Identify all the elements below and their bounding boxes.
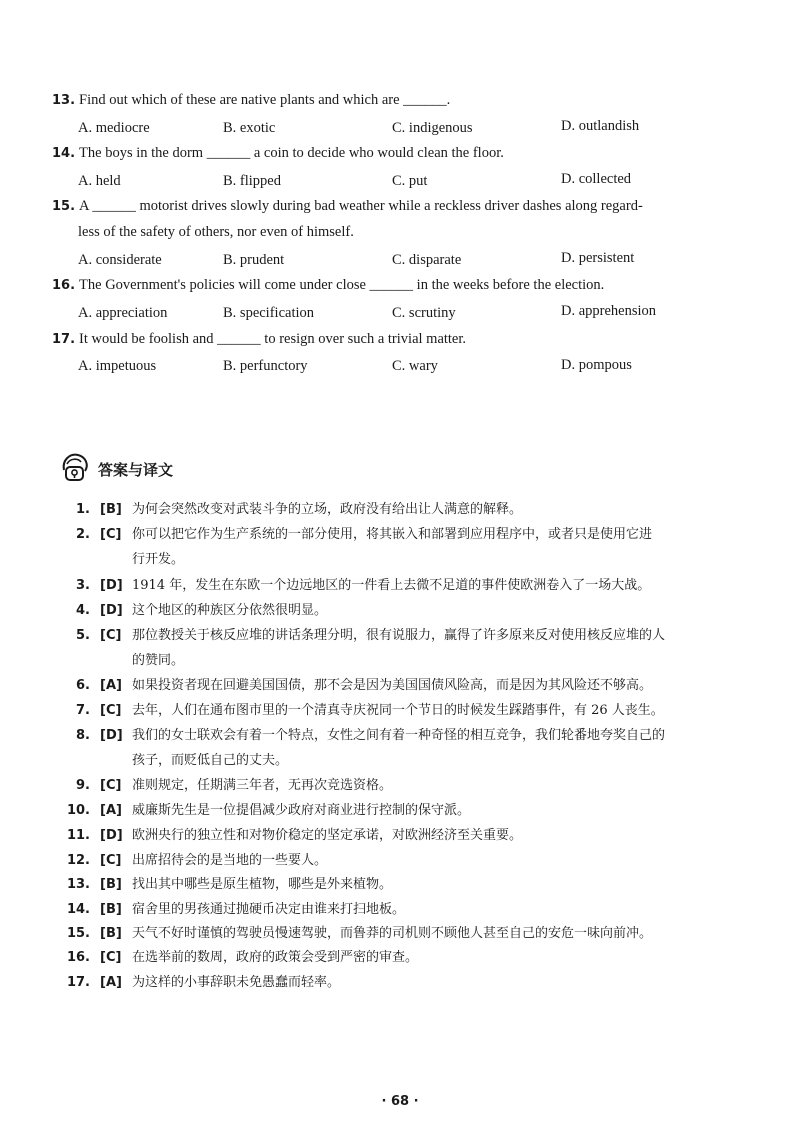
answer-item: 10. [A] 威廉斯先生是一位提倡减少政府对商业进行控制的保守派。 <box>66 803 471 818</box>
option-d: D. apprehension <box>561 303 657 319</box>
answer-continuation: 行开发。 <box>132 552 185 567</box>
question-text-continuation: less of the safety of others, nor even of himself. <box>78 224 354 240</box>
option-a: A. appreciation <box>78 305 168 321</box>
option-c: C. disparate <box>392 252 462 268</box>
question-13 <box>52 92 450 109</box>
option-a: A. mediocre <box>78 120 150 136</box>
option-b: B. perfunctory <box>223 358 308 374</box>
option-a: A. held <box>78 173 121 189</box>
question-text: It would be foolish and ______ to resign over such a trivial matter. <box>79 331 467 347</box>
option-c: C. scrutiny <box>392 305 456 321</box>
question-number: 17. <box>52 332 76 347</box>
answer-item: 8. [D] 我们的女士联欢会有着一个特点，女性之间有着一种奇怪的相互竞争，我们轮番地夸奖自己的 <box>76 728 666 743</box>
answer-item: 15. [B] 天气不好时谨慎的驾驶员慢速驾驶，而鲁莽的司机则不顾他人甚至自己的安危一味向前冲。 <box>66 926 653 941</box>
section-title: 答案与译文 <box>98 460 174 479</box>
answer-item: 3. [D] 1914 年，发生在东欧一个边远地区的一件看上去微不足道的事件使欧洲卷入了一场大战。 <box>76 578 651 593</box>
option-a: A. impetuous <box>78 358 157 374</box>
question-15 <box>52 198 643 215</box>
question-text: The Government's policies will come under close ______ in the weeks before the election. <box>79 277 605 293</box>
question-14 <box>52 145 504 162</box>
page-number: · 68 · <box>381 1094 419 1109</box>
question-text: Find out which of these are native plants and which are ______. <box>79 92 451 108</box>
question-text: A ______ motorist drives slowly during bad weather while a reckless driver dashes along regard- <box>79 198 643 214</box>
answer-key-icon <box>58 450 92 489</box>
question-number: 16. <box>52 278 76 293</box>
answer-item: 9. [C] 准则规定，任期满三年者，无再次竞选资格。 <box>76 778 393 793</box>
option-b: B. flipped <box>223 173 281 189</box>
answers-section-heading <box>58 452 173 486</box>
answer-item: 12. [C] 出席招待会的是当地的一些要人。 <box>66 853 328 868</box>
answer-item: 14. [B] 宿舍里的男孩通过抛硬币决定由谁来打扫地板。 <box>66 902 406 917</box>
answer-item: 2. [C] 你可以把它作为生产系统的一部分使用，将其嵌入和部署到应用程序中，或者只是使用它进 <box>76 527 653 542</box>
option-d: D. outlandish <box>561 118 640 134</box>
question-number: 14. <box>52 146 76 161</box>
answer-item: 7. [C] 去年，人们在通布图市里的一个清真寺庆祝同一个节日的时候发生踩踏事件，有 26 人丧生。 <box>76 703 664 718</box>
option-b: B. prudent <box>223 252 285 268</box>
option-c: C. put <box>392 173 428 189</box>
question-16 <box>52 277 604 294</box>
answer-item: 16. [C] 在选举前的数周，政府的政策会受到严密的审查。 <box>66 950 419 965</box>
question-number: 13. <box>52 93 76 108</box>
answer-continuation: 孩子，而贬低自己的丈夫。 <box>132 753 289 768</box>
option-d: D. pompous <box>561 357 632 373</box>
answer-item: 6. [A] 如果投资者现在回避美国国债，那不会是因为美国国债风险高，而是因为其风险还不够高。 <box>76 678 653 693</box>
question-17 <box>52 331 466 348</box>
question-number: 15. <box>52 199 76 214</box>
answer-item: 17. [A] 为这样的小事辞职未免愚蠢而轻率。 <box>66 975 341 990</box>
answer-item: 13. [B] 找出其中哪些是原生植物，哪些是外来植物。 <box>66 877 393 892</box>
answer-item: 4. [D] 这个地区的种族区分依然很明显。 <box>76 603 328 618</box>
answer-item: 5. [C] 那位教授关于核反应堆的讲话条理分明，很有说服力，赢得了许多原来反对使用核反应堆的人 <box>76 628 666 643</box>
answer-item: 11. [D] 欧洲央行的独立性和对物价稳定的坚定承诺，对欧洲经济至关重要。 <box>66 828 523 843</box>
option-c: C. wary <box>392 358 438 374</box>
option-d: D. persistent <box>561 250 635 266</box>
option-c: C. indigenous <box>392 120 473 136</box>
answer-item: 1. [B] 为何会突然改变对武装斗争的立场，政府没有给出让人满意的解释。 <box>76 502 523 517</box>
option-b: B. specification <box>223 305 315 321</box>
answer-continuation: 的赞同。 <box>132 653 185 668</box>
option-b: B. exotic <box>223 120 276 136</box>
option-d: D. collected <box>561 171 632 187</box>
question-text: The boys in the dorm ______ a coin to decide who would clean the floor. <box>79 145 504 161</box>
option-a: A. considerate <box>78 252 162 268</box>
